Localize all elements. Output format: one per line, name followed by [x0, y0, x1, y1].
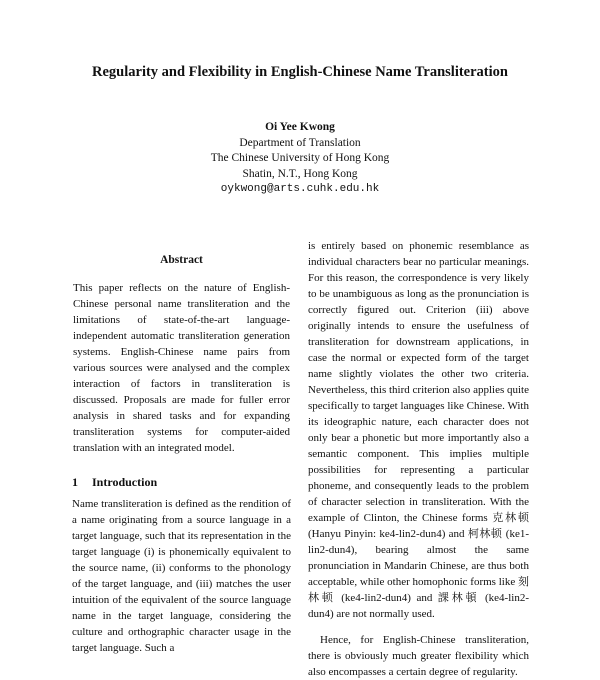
paper-title: Regularity and Flexibility in English-Chinese Name Transliteration: [92, 64, 508, 80]
abstract-heading: Abstract: [160, 254, 203, 266]
abstract-text: This paper reflects on the nature of English-Chinese personal name transliteration and the limitations of state-of-the-art language-independent automatic transliteration generation systems. English-Chinese name pairs from various sources were analysed and the complex interaction of factors in transliteration is discussed. Proposals are made for fuller error analysis in shared tasks and for expanding transliteration systems for computer-aided translation with an integrated model.: [73, 282, 290, 454]
author-name: Oi Yee Kwong: [265, 121, 335, 133]
left-column: [72, 252, 291, 656]
author-university: The Chinese University of Hong Kong: [210, 152, 390, 164]
section-heading-introduction: [72, 474, 291, 490]
body-paragraph-2: Hence, for English-Chinese transliteration, there is obviously much greater flexibility which also encompasses a certain degree of regularity.: [308, 634, 529, 678]
body-paragraph-1: is entirely based on phonemic resemblance as individual characters bear no particular meanings. For this reason, the correspondence is very likely to be unambiguous as long as the pronunciation is correctly figured out. Criterion (iii) above originally intends to ensure the usefulness of transliteration for downstream applications, in case the normal or expected form of the target name slightly violates the other two criteria. Nevertheless, this third criterion also applies quite specifically to target languages like Chinese. With its ideographic nature, each character does not only bear a phonetic but more importantly also a semantic component. This implies multiple possibilities for representing a particular phoneme, and consequently leads to the problem of character selection in transliteration. With the example of Clinton, the Chinese forms 克林顿 (Hanyu Pinyin: ke4-lin2-dun4) and 柯林顿 (ke1-lin2-dun4), bearing almost the same pronunciation in Mandarin Chinese, are thus both acceptable, while other homophonic forms like 刻林顿 (ke4-lin2-dun4) and 課林頓 (ke4-lin2-dun4) are not normally used.: [308, 240, 529, 620]
section-title: Introduction: [92, 475, 158, 489]
right-column: [308, 238, 529, 680]
introduction-text: Name transliteration is defined as the rendition of a name originating from a source language in a target language, such that its representation in the target language (i) is phonemically equivalent to the source name, (ii) conforms to the phonology of the target language, and (iii) matches the user intuition of the equivalent of the source language name in the target language, considering the culture and orthographic character usage in the target language. Such a: [72, 498, 291, 654]
author-location: Shatin, N.T., Hong Kong: [242, 167, 358, 180]
section-number: 1: [72, 475, 78, 489]
author-department: Department of Translation: [239, 136, 361, 149]
author-email: oykwong@arts.cuhk.edu.hk: [220, 183, 380, 195]
author-block: [0, 120, 600, 198]
